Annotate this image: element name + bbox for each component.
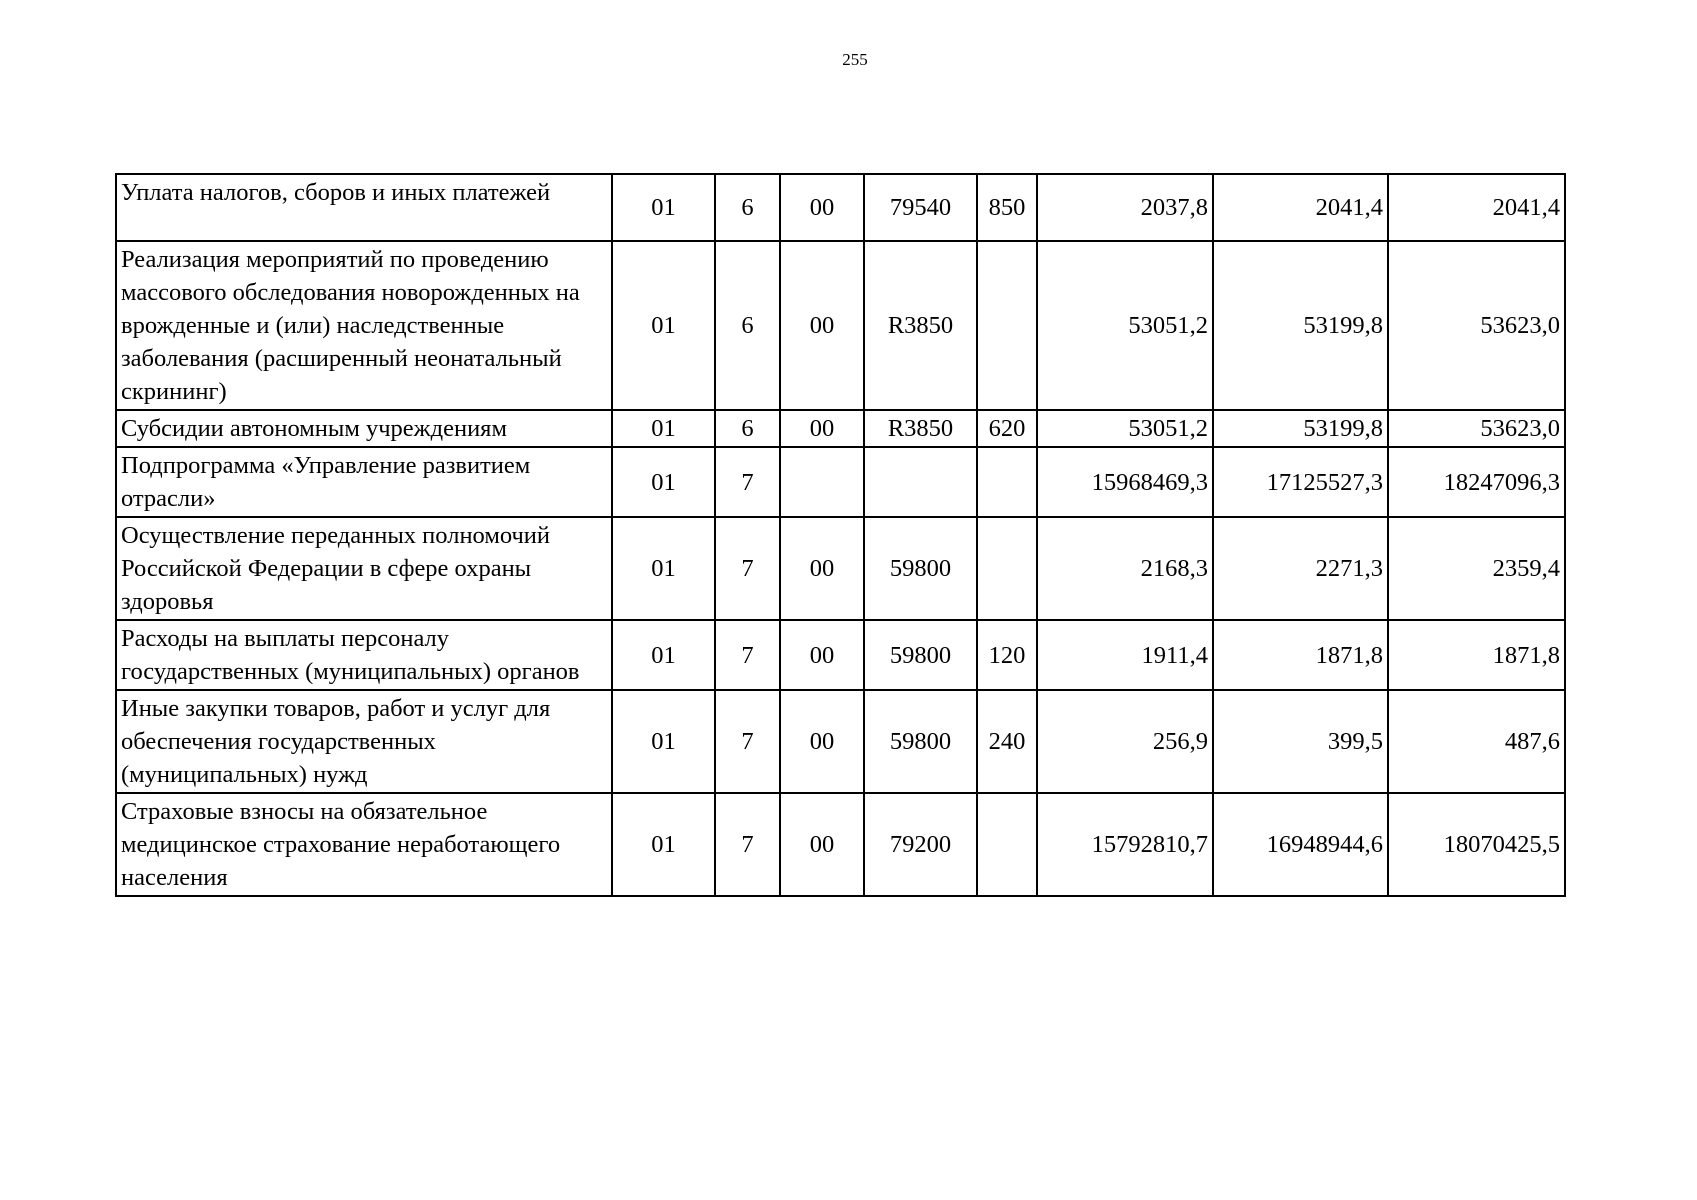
code-cell: 01: [612, 241, 715, 410]
code-cell: 00: [780, 620, 864, 690]
amount-cell: 2041,4: [1388, 174, 1565, 241]
code-cell: [977, 793, 1037, 896]
code-cell: 59800: [864, 517, 977, 620]
code-cell: 01: [612, 690, 715, 793]
amount-cell: 2359,4: [1388, 517, 1565, 620]
amount-cell: 399,5: [1213, 690, 1388, 793]
code-cell: 7: [715, 690, 780, 793]
amount-cell: 17125527,3: [1213, 447, 1388, 517]
amount-cell: 53051,2: [1037, 410, 1213, 447]
code-cell: 00: [780, 410, 864, 447]
code-cell: 00: [780, 690, 864, 793]
code-cell: 59800: [864, 690, 977, 793]
table-row: [116, 620, 1565, 690]
code-cell: [977, 517, 1037, 620]
code-cell: 00: [780, 241, 864, 410]
code-cell: [977, 241, 1037, 410]
amount-cell: 1871,8: [1388, 620, 1565, 690]
code-cell: 6: [715, 241, 780, 410]
code-cell: 240: [977, 690, 1037, 793]
code-cell: 00: [780, 174, 864, 241]
table-row: [116, 174, 1565, 241]
code-cell: 7: [715, 447, 780, 517]
amount-cell: 1871,8: [1213, 620, 1388, 690]
amount-cell: 15968469,3: [1037, 447, 1213, 517]
amount-cell: 53199,8: [1213, 241, 1388, 410]
code-cell: 850: [977, 174, 1037, 241]
code-cell: 01: [612, 174, 715, 241]
code-cell: [780, 447, 864, 517]
expense-name: Подпрограмма «Управление развитием отрасли»: [116, 447, 612, 517]
amount-cell: 53199,8: [1213, 410, 1388, 447]
code-cell: 59800: [864, 620, 977, 690]
expense-name: Уплата налогов, сборов и иных платежей: [116, 174, 612, 241]
amount-cell: 2037,8: [1037, 174, 1213, 241]
table-row: [116, 793, 1565, 896]
code-cell: 120: [977, 620, 1037, 690]
code-cell: 01: [612, 410, 715, 447]
code-cell: 00: [780, 517, 864, 620]
expense-name: Субсидии автономным учреждениям: [116, 410, 612, 447]
table-row: [116, 517, 1565, 620]
table-row: [116, 410, 1565, 447]
code-cell: 6: [715, 410, 780, 447]
amount-cell: 2271,3: [1213, 517, 1388, 620]
expense-name: Расходы на выплаты персоналу государственных (муниципальных) органов: [116, 620, 612, 690]
amount-cell: 256,9: [1037, 690, 1213, 793]
amount-cell: 1911,4: [1037, 620, 1213, 690]
code-cell: 7: [715, 620, 780, 690]
code-cell: [864, 447, 977, 517]
page-number: 255: [842, 50, 868, 69]
amount-cell: 2041,4: [1213, 174, 1388, 241]
budget-table: [115, 173, 1566, 897]
amount-cell: 53051,2: [1037, 241, 1213, 410]
expense-name: Осуществление переданных полномочий Российской Федерации в сфере охраны здоровья: [116, 517, 612, 620]
amount-cell: 487,6: [1388, 690, 1565, 793]
amount-cell: 18070425,5: [1388, 793, 1565, 896]
amount-cell: 16948944,6: [1213, 793, 1388, 896]
expense-name: Иные закупки товаров, работ и услуг для обеспечения государственных (муниципальных) нужд: [116, 690, 612, 793]
code-cell: 79200: [864, 793, 977, 896]
expense-name: Страховые взносы на обязательное медицинское страхование неработающего населения: [116, 793, 612, 896]
code-cell: 79540: [864, 174, 977, 241]
code-cell: [977, 447, 1037, 517]
amount-cell: 53623,0: [1388, 410, 1565, 447]
amount-cell: 53623,0: [1388, 241, 1565, 410]
code-cell: 01: [612, 793, 715, 896]
code-cell: R3850: [864, 241, 977, 410]
amount-cell: 2168,3: [1037, 517, 1213, 620]
code-cell: R3850: [864, 410, 977, 447]
table-row: [116, 690, 1565, 793]
amount-cell: 15792810,7: [1037, 793, 1213, 896]
table-row: [116, 447, 1565, 517]
code-cell: 01: [612, 447, 715, 517]
code-cell: 620: [977, 410, 1037, 447]
code-cell: 7: [715, 517, 780, 620]
code-cell: 01: [612, 517, 715, 620]
expense-name: Реализация мероприятий по проведению массового обследования новорожденных на врожденные и (или) наследственные заболевания (расширенный неонатальный скрининг): [116, 241, 612, 410]
code-cell: 7: [715, 793, 780, 896]
amount-cell: 18247096,3: [1388, 447, 1565, 517]
code-cell: 01: [612, 620, 715, 690]
code-cell: 6: [715, 174, 780, 241]
code-cell: 00: [780, 793, 864, 896]
table-row: [116, 241, 1565, 410]
